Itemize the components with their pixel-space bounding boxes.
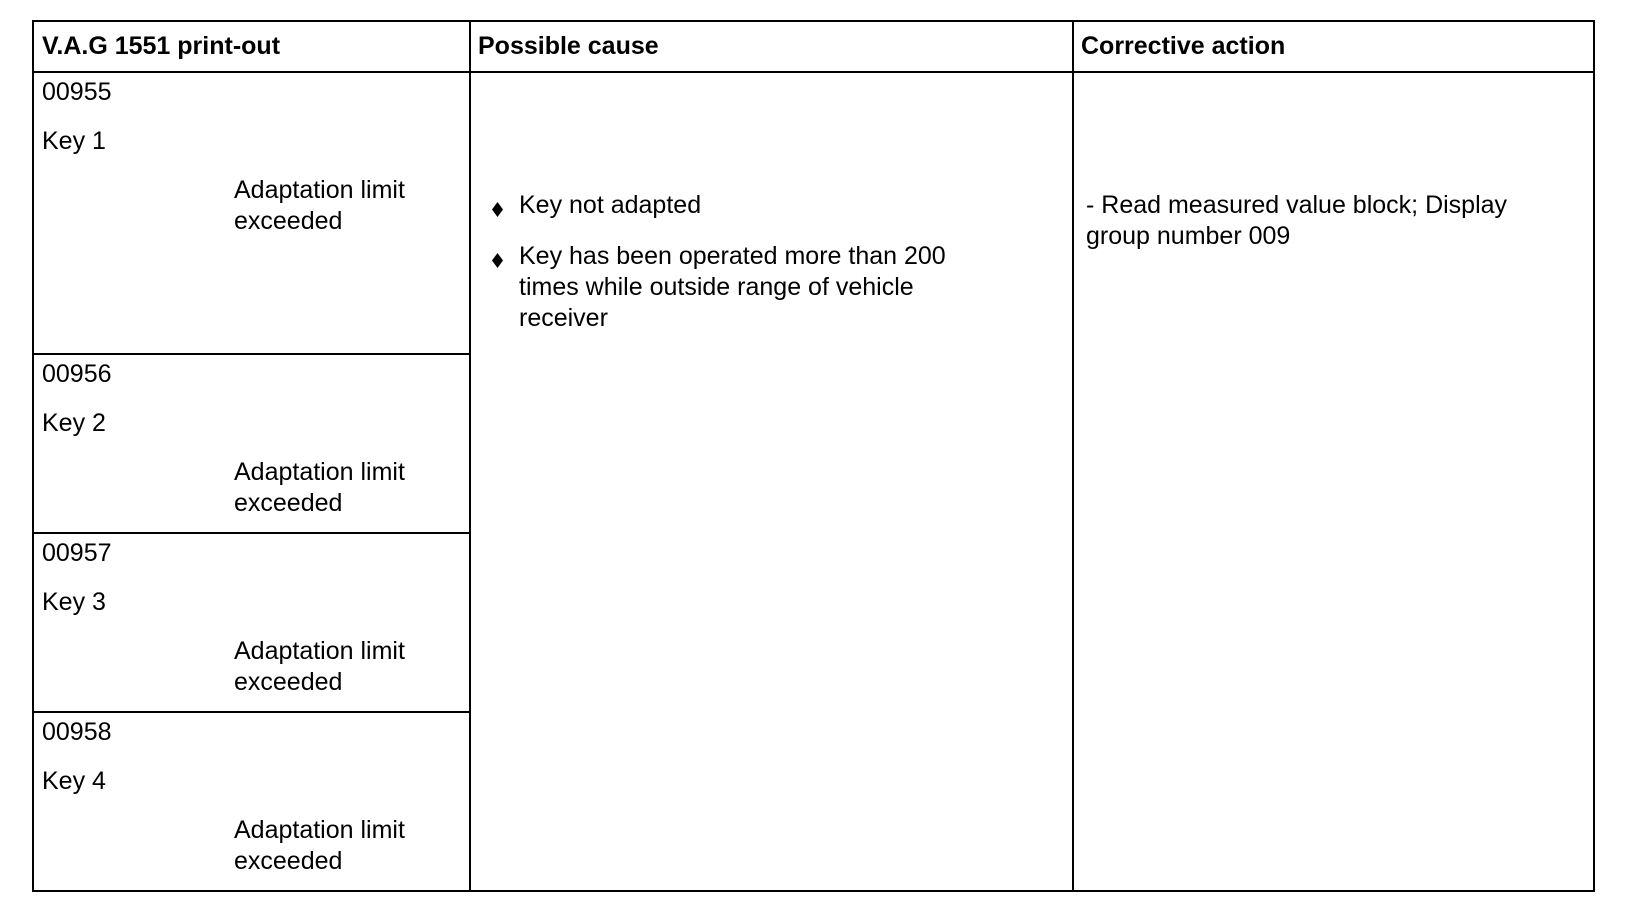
fault-description-line1: Adaptation limit — [234, 458, 405, 486]
column-divider — [469, 22, 471, 890]
cause-item: Key not adapted — [519, 191, 702, 219]
fault-code: 00957 — [42, 539, 112, 567]
cause-item-line: times while outside range of vehicle — [519, 273, 914, 301]
fault-code: 00956 — [42, 360, 112, 388]
fault-key: Key 3 — [42, 588, 106, 616]
fault-description-line1: Adaptation limit — [234, 176, 405, 204]
fault-key: Key 1 — [42, 127, 106, 155]
fault-code: 00955 — [42, 78, 112, 106]
bullet-diamond-icon — [492, 202, 503, 217]
cause-item-line: receiver — [519, 304, 608, 332]
corrective-action-line: - Read measured value block; Display — [1086, 191, 1508, 219]
cause-item-line: Key has been operated more than 200 — [519, 242, 946, 270]
header-divider — [34, 71, 1593, 73]
fault-description-line1: Adaptation limit — [234, 637, 405, 665]
fault-key: Key 4 — [42, 767, 106, 795]
bullet-diamond-icon — [492, 253, 503, 268]
row-divider — [34, 532, 471, 534]
fault-description-line2: exceeded — [234, 668, 343, 696]
column-divider — [1072, 22, 1074, 890]
row-divider — [34, 353, 471, 355]
corrective-action-line: group number 009 — [1086, 222, 1291, 250]
header-possible-cause: Possible cause — [478, 32, 659, 60]
fault-table — [32, 20, 1595, 892]
header-printout: V.A.G 1551 print-out — [42, 32, 281, 60]
fault-description-line2: exceeded — [234, 489, 343, 517]
row-divider — [34, 711, 471, 713]
fault-description-line1: Adaptation limit — [234, 816, 405, 844]
fault-description-line2: exceeded — [234, 847, 343, 875]
fault-code: 00958 — [42, 718, 112, 746]
fault-key: Key 2 — [42, 409, 106, 437]
header-corrective-action: Corrective action — [1081, 32, 1286, 60]
fault-description-line2: exceeded — [234, 207, 343, 235]
